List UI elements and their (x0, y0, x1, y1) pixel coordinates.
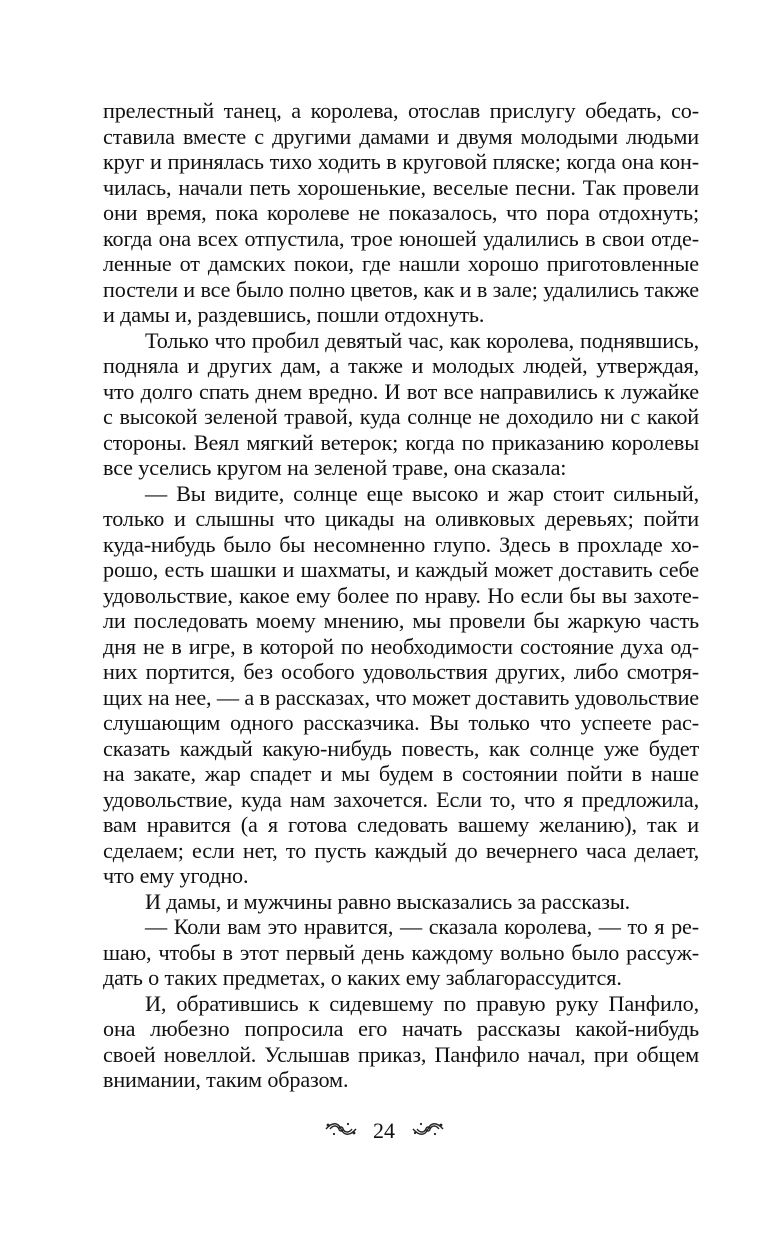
text-line: ли последовать моему мнению, мы провели бы жаркую часть (103, 608, 699, 633)
text-line: ленные от дамских покои, где нашли хорошо приготовленные (103, 251, 699, 276)
text-line: только и слышны что цикады на оливковых деревьях; пойти (103, 506, 699, 531)
text-line: когда она всех отпустила, трое юношей удалились в свои отде- (103, 225, 699, 251)
text-line: и дамы и, раздевшись, пошли отдохнуть. (103, 302, 485, 327)
text-line: Только что пробил девятый час, как королева, поднявшись, (145, 327, 699, 353)
page-number: 24 (373, 1117, 395, 1143)
text-line: шаю, чтобы в этот первый день каждому вольно было рассуж- (103, 939, 699, 965)
text-line: рошо, есть шашки и шахматы, и каждый может доставить себе (103, 557, 699, 582)
text-line: круг и принялась тихо ходить в круговой пляске; когда она кон- (103, 149, 699, 174)
text-line: куда-нибудь было бы несомненно глупо. Здесь в прохладе хо- (103, 531, 699, 557)
text-line: дать о таких предметах, о каких ему заблагорассудится. (103, 965, 622, 990)
text-line: постели и все было полно цветов, как и в зале; удалились также (103, 276, 699, 302)
text-line: И дамы, и мужчины равно высказались за рассказы. (145, 888, 630, 914)
floral-ornament-icon (411, 1118, 445, 1144)
body-text (103, 98, 699, 1093)
text-line: она любезно попросила его начать рассказы какой-нибудь (103, 1016, 699, 1041)
text-line: сделаем; если нет, то пусть каждый до вечернего часа делает, (103, 837, 699, 863)
text-line: — Коли вам это нравится, — сказала королева, — то я ре- (145, 914, 699, 939)
text-line: И, обратившись к сидевшему по правую руку Панфило, (145, 990, 699, 1016)
text-line: удовольствие, куда нам захочется. Если то, что я предложила, (103, 786, 699, 812)
text-line: них портится, без особого удовольствия других, либо смотря- (103, 659, 699, 684)
text-line: — Вы видите, солнце еще высоко и жар стоит сильный, (145, 480, 699, 506)
text-line: прелестный танец, а королева, отослав прислугу обедать, со- (103, 98, 699, 123)
text-line: что долго спать днем вредно. И вот все направились к лужайке (103, 378, 699, 404)
text-line: чилась, начали петь хорошенькие, веселые песни. Так провели (103, 174, 699, 200)
text-line: все уселись кругом на зеленой траве, она сказала: (103, 455, 567, 480)
text-line: что ему угодно. (103, 863, 249, 888)
text-line: стороны. Веял мягкий ветерок; когда по приказанию королевы (103, 429, 699, 455)
text-line: слушающим одного рассказчика. Вы только что успеете рас- (103, 710, 699, 735)
text-line: ставила вместе с другими дамами и двумя молодыми людьми (103, 123, 699, 149)
page-footer (0, 1116, 768, 1144)
floral-ornament-icon (324, 1118, 358, 1144)
text-line: удовольствие, какое ему более по нраву. Но если бы вы захоте- (103, 582, 699, 608)
text-line: своей новеллой. Услышав приказ, Панфило начал, при общем (103, 1041, 699, 1067)
text-line: с высокой зеленой травой, куда солнце не доходило ни с какой (103, 404, 699, 429)
text-line: они время, пока королеве не показалось, что пора отдохнуть; (103, 200, 699, 225)
text-line: дня не в игре, в которой по необходимости состояние духа од- (103, 633, 699, 659)
text-line: на закате, жар спадет и мы будем в состоянии пойти в наше (103, 761, 699, 786)
text-line: сказать каждый какую-нибудь повесть, как солнце уже будет (103, 735, 699, 761)
text-line: щих на нее, — а в рассказах, что может доставить удовольствие (103, 684, 699, 710)
text-line: вам нравится (а я готова следовать вашему желанию), так и (103, 812, 699, 837)
text-line: подняла и других дам, а также и молодых людей, утверждая, (103, 353, 699, 378)
text-line: внимании, таким образом. (103, 1067, 349, 1092)
